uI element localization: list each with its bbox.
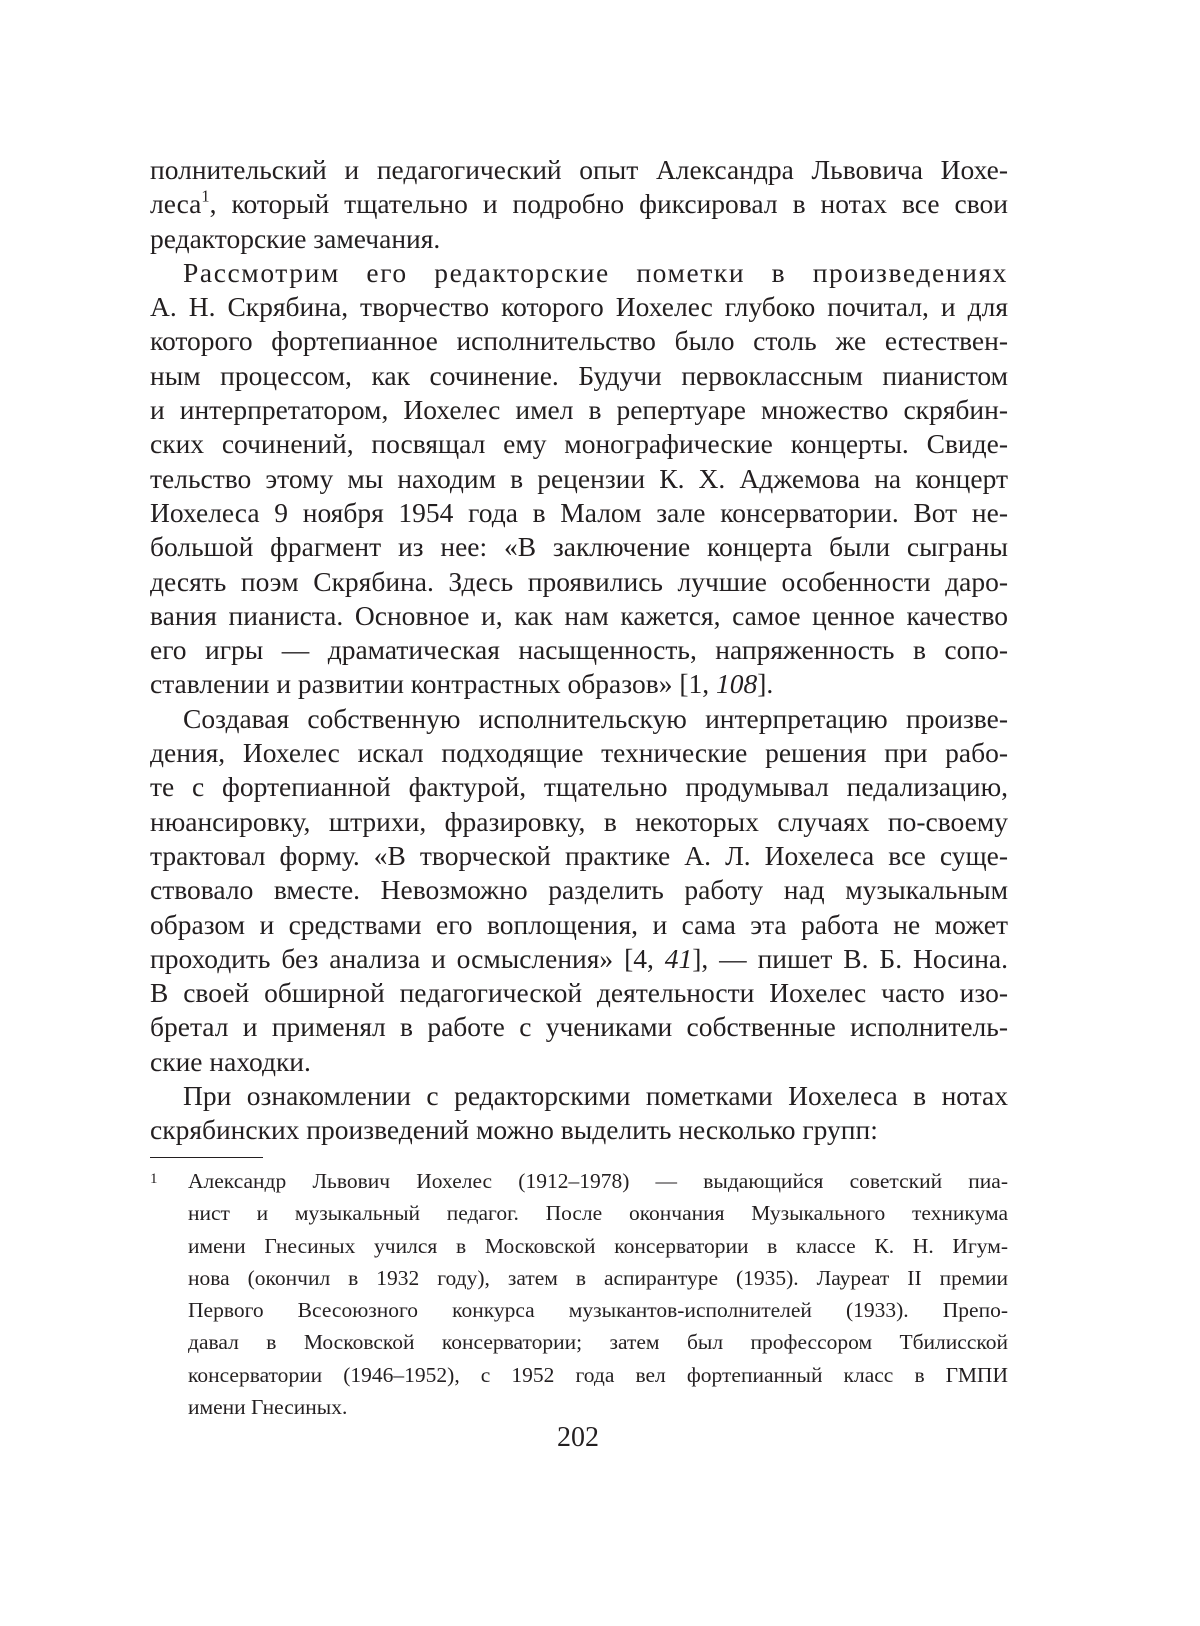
footnote-reference: 1 bbox=[201, 186, 210, 206]
text-line: десять поэм Скрябина. Здесь проявились лучшие особенности даро- bbox=[150, 565, 1008, 597]
text-line: Иохелеса 9 ноября 1954 года в Малом зале консерватории. Вот не- bbox=[150, 496, 1008, 528]
text-line: большой фрагмент из нее: «В заключение концерта были сыграны bbox=[150, 531, 1008, 563]
text-segment: , который тщательно и подробно фиксировал в нотах все свои bbox=[209, 188, 1008, 220]
citation-page: 108 bbox=[715, 668, 758, 700]
text-line: редакторские замечания. bbox=[150, 222, 441, 254]
footnote bbox=[150, 1165, 1008, 1423]
footnote-line: имени Гнесиных учился в Московской консерватории в классе К. Н. Игум- bbox=[188, 1233, 1008, 1258]
text-line: полнительский и педагогический опыт Александра Львовича Иохе- bbox=[150, 154, 1008, 185]
paragraph bbox=[150, 256, 1008, 702]
body-text bbox=[150, 153, 1008, 1148]
paragraph bbox=[150, 1079, 1008, 1148]
text-line bbox=[150, 942, 1008, 976]
text-line: Рассмотрим его редакторские пометки в произведениях bbox=[183, 256, 1008, 288]
footnote-line: давал в Московской консерватории; затем был профессором Тбилисской bbox=[188, 1330, 1008, 1355]
footnote-line: нист и музыкальный педагог. После окончания Музыкального техникума bbox=[188, 1201, 1008, 1226]
text-line bbox=[150, 667, 1008, 701]
text-line: ным процессом, как сочинение. Будучи первоклассным пианистом bbox=[150, 359, 1008, 391]
text-line: те с фортепианной фактурой, тщательно продумывал педализацию, bbox=[150, 771, 1008, 803]
text-line bbox=[150, 187, 1008, 221]
text-line: ствовало вместе. Невозможно разделить работу над музыкальным bbox=[150, 874, 1008, 906]
footnote-line: Александр Львович Иохелес (1912–1978) — выдающийся советский пиа- bbox=[188, 1169, 1008, 1193]
text-line: дения, Иохелес искал подходящие технические решения при рабо- bbox=[150, 737, 1008, 769]
text-segment: ]. bbox=[757, 668, 774, 700]
paragraph bbox=[150, 702, 1008, 1079]
footnote-marker: 1 bbox=[150, 1171, 158, 1187]
text-line: нюансировку, штрихи, фразировку, в некоторых случаях по-своему bbox=[150, 805, 1008, 837]
text-line: вания пианиста. Основное и, как нам кажется, самое ценное качество bbox=[150, 599, 1008, 631]
text-segment: проходить без анализа и осмысления» [4, bbox=[150, 942, 665, 974]
paragraph bbox=[150, 153, 1008, 256]
text-line: Создавая собственную исполнительскую интерпретацию произве- bbox=[183, 702, 1008, 734]
text-line: которого фортепианное исполнительство было столь же естествен- bbox=[150, 325, 1008, 357]
text-segment: леса bbox=[150, 188, 202, 220]
text-line: А. Н. Скрябина, творчество которого Иохелес глубоко почитал, и для bbox=[150, 291, 1008, 323]
text-line: тельство этому мы находим в рецензии К. Х. Аджемова на концерт bbox=[150, 462, 1008, 494]
text-line: образом и средствами его воплощения, и сама эта работа не может bbox=[150, 908, 1008, 940]
footnote-line: имени Гнесиных. bbox=[188, 1395, 348, 1420]
text-line: трактовал форму. «В творческой практике А. Л. Иохелеса все суще- bbox=[150, 839, 1008, 871]
text-line: и интерпретатором, Иохелес имел в репертуаре множество скрябин- bbox=[150, 394, 1008, 426]
citation-page: 41 bbox=[664, 942, 693, 974]
footnote-line: нова (окончил в 1932 году), затем в аспирантуре (1935). Лауреат II премии bbox=[188, 1265, 1008, 1290]
text-line: скрябинских произведений можно выделить несколько групп: bbox=[150, 1114, 878, 1146]
text-line: ские находки. bbox=[150, 1045, 311, 1077]
text-line: его игры — драматическая насыщенность, напряженность в сопо- bbox=[150, 634, 1008, 666]
footnote-line: консерватории (1946–1952), с 1952 года вел фортепианный класс в ГМПИ bbox=[188, 1362, 1008, 1387]
text-line: В своей обширной педагогической деятельности Иохелес часто изо- bbox=[150, 977, 1008, 1009]
text-line: бретал и применял в работе с учениками собственные исполнитель- bbox=[150, 1011, 1008, 1043]
text-segment: ставлении и развитии контрастных образов» [1, bbox=[150, 668, 716, 700]
page-number: 202 bbox=[557, 1422, 599, 1453]
text-line: При ознакомлении с редакторскими пометками Иохелеса в нотах bbox=[183, 1080, 1008, 1112]
text-segment: ], — пишет В. Б. Носина. bbox=[692, 942, 1009, 974]
footnote-separator bbox=[150, 1157, 263, 1158]
text-line: ских сочинений, посвящал ему монографические концерты. Свиде- bbox=[150, 428, 1008, 460]
footnote-line: Первого Всесоюзного конкурса музыкантов-исполнителей (1933). Препо- bbox=[188, 1298, 1008, 1323]
